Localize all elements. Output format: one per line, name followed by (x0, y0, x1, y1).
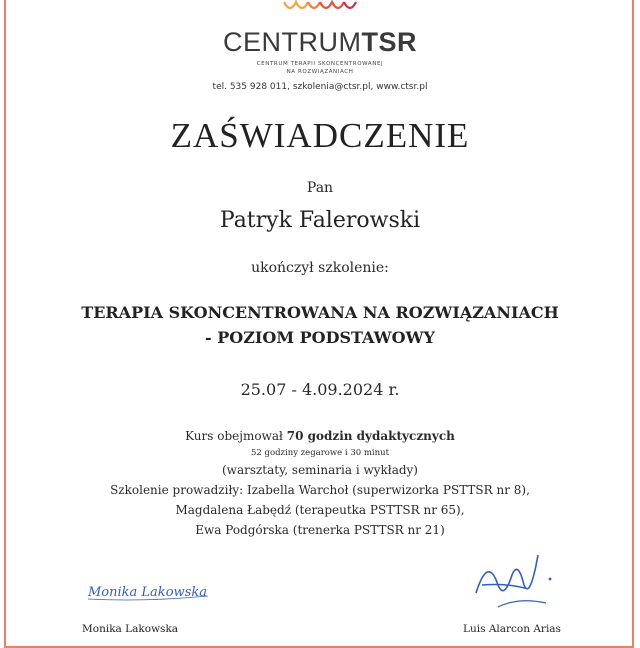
recipient-name: Patryk Falerowski (219, 208, 421, 233)
course-details (0, 426, 640, 540)
signature-left (84, 574, 214, 604)
hours-bold: 70 godzin dydaktycznych (286, 429, 455, 443)
trainers-line-2: Magdalena Łabędź (terapeutka PSTTSR nr 65), (175, 503, 465, 517)
brand-tagline (0, 60, 640, 76)
course-title-line-1: TERAPIA SKONCENTROWANA NA ROZWIĄZANIACH (81, 303, 559, 322)
course-title-line-2: - POZIOM PODSTAWOWY (205, 328, 435, 347)
salutation: Pan (306, 180, 334, 196)
contact-info: tel. 535 928 011, szkolenia@ctsr.pl, www.ctsr.pl (212, 82, 428, 92)
brand-logo-text (0, 27, 640, 58)
course-title (0, 300, 640, 350)
logo-waves-icon (280, 0, 360, 14)
trainers-line-3: Ewa Podgórska (trenerka PSTTSR nr 21) (195, 523, 445, 537)
hours-line (0, 426, 640, 446)
certificate-title: ZAŚWIADCZENIE (170, 116, 470, 155)
trainers-line-1: Szkolenie prowadziły: Izabella Warchoł (superwizorka PSTTSR nr 8), (110, 483, 530, 497)
tagline-line-1: CENTRUM TERAPII SKONCENTROWANEJ (256, 61, 384, 67)
tagline-line-2: NA ROZWIĄZANIACH (286, 69, 354, 75)
signer-right-name: Luis Alarcon Arias (463, 623, 561, 635)
signature-left-handwriting: Monika Lakowska (88, 585, 207, 600)
course-dates: 25.07 - 4.09.2024 r. (240, 380, 400, 399)
completed-text: ukończył szkolenie: (251, 260, 389, 276)
clock-hours: 52 godziny zegarowe i 30 minut (251, 448, 389, 458)
hours-prefix: Kurs obejmował (185, 429, 287, 443)
brand-bold: TSR (361, 27, 417, 57)
brand-light: CENTRUM (223, 27, 362, 57)
signer-left-name: Monika Lakowska (82, 623, 179, 635)
signature-right (468, 545, 558, 615)
course-format: (warsztaty, seminaria i wykłady) (221, 463, 418, 477)
